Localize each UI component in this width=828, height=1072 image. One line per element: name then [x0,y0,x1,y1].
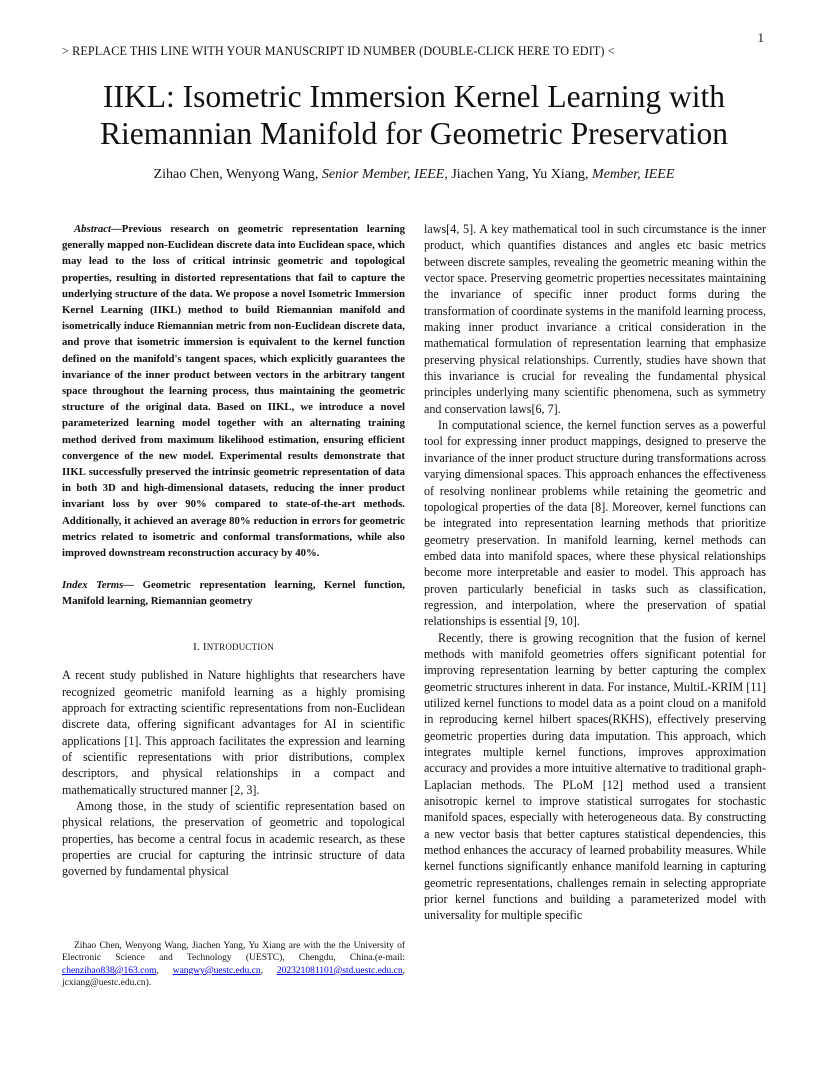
abstract-dash: — [111,223,122,235]
title-line-2: Riemannian Manifold for Geometric Preservation [99,116,729,151]
email-link[interactable]: wangwy@uestc.edu.cn [172,965,261,976]
paragraph: Among those, in the study of scientific representation based on physical relations, the preservation of geometric and topological properties, has become a central focus in academic research, as these properties are crucial for capturing the intrinsic structure of data governed by fundamental physical [62,799,405,879]
abstract [62,221,405,561]
paper-title [40,78,788,152]
author-line [40,167,788,183]
paragraph: laws[4, 5]. A key mathematical tool in such circumstance is the inner product, which quantifies distances and angles etc basic metrics between discrete samples, revealing the geometric meaning within the vector space. Preserving geometric properties necessitates maintaining the invariance of specific inner product forms during the transformation of coordinate systems in the manifold learning process, making inner product invariance a critical consideration in the mathematical formulation of representation learning that emphasize preserving physical relationships. Currently, studies have shown that this invariance is crucial for revealing the fundamental physical principles underlying many scientific phenomena, such as symmetry and conservation laws[6, 7]. [424,222,766,416]
footnote-separator: , [156,965,173,976]
index-terms [62,577,405,609]
abstract-label: Abstract [74,223,112,235]
section-initial: I [202,641,207,654]
paragraph: Recently, there is growing recognition that the fusion of kernel methods with manifold geometries offers significant potential for improving representation learning by better capturing the complex geometric structures inherent in data. For instance, MultiL-KRIM [11] utilized kernel functions to model data as a point cloud on a manifold in reproducing kernel hilbert spaces(RKHS), effectively preserving geometric properties during data imputation. This approach, which integrates multiple kernel functions, improves approximation accuracy and provides a more intuitive alternative to traditional graph-Laplacian methods. The PLoM [12] method used a transient anisotropic kernel to improve statistical surrogates for stochastic manifold spaces, especially with heterogeneous data. By constructing a new vector basis that better captures statistical dependencies, this method enhances the accuracy of learned probability measures. While kernel functions significantly enhance manifold learning in capturing geometric representations, challenges remain in selecting appropriate prior kernel functions and building a parameterized model with universality for multiple specific [424,630,766,923]
email-text: jcxiang@uestc.edu.cn [62,978,146,989]
section-heading-introduction [62,641,405,653]
section-numeral: I. [193,641,203,654]
author-role-2: Member, IEEE [592,167,675,182]
footnote-separator: , [260,965,277,976]
page-number: 1 [757,30,764,45]
footnote-end: ). [145,978,152,989]
email-link[interactable]: chenzihao838@163.com [62,965,157,976]
authors-part-1: Zihao Chen, Wenyong Wang, [153,167,322,182]
paragraph: In computational science, the kernel function serves as a powerful tool for expressing inner product mappings, designed to preserve the invariance of the inner product structure during transformations across varying dimensional spaces. This approach enhances the effectiveness of resolving nonlinear problems while retaining the geometric and topological properties of the data [8]. Moreover, kernel functions can be integrated into representation learning methods that prioritize geometry preservation. In manifold learning, kernel methods can embed data into manifold spaces, where these physical relationships become more interpretable and easier to model. This approach has proven particularly beneficial in tasks such as classification, regression, and interpolation, where the preservation of spatial relationships is essential [9, 10]. [424,418,766,629]
abstract-text: Previous research on geometric representation learning generally mapped non-Euclidean discrete data into Euclidean space, which may lead to the loss of critical intrinsic geometric and topological properties, resulting in distorted representations that fail to capture the underlying structure of the data. We propose a novel Isometric Immersion Kernel Learning (IIKL) method to build Riemannian manifold and isometrically induce Riemannian metric from non-Euclidean discrete data, and prove that isometric immersion is equivalent to the kernel function defined on the manifold's tangent spaces, which explicitly guarantees the invariance of the inner product between vectors in the arbitrary tangent space throughout the learning process, thus maintaining the geometric structure of the original data. Based on IIKL, we introduce a novel parameterized learning model together with an alternating training method derived from maximum likelihood estimation, ensuring efficient convergence of the new model. Experimental results demonstrate that IIKL successfully preserved the intrinsic geometric representation of data in both 3D and high-dimensional datasets, reducing the inner product invariant loss by over 90% compared to state-of-the-art methods. Additionally, it achieved an average 80% reduction in errors for geometric metrics related to isometric and conformal transformations, while also improved downstream reconstruction accuracy by 40%. [62,223,405,560]
index-terms-text: — Geometric representation learning, Kernel function, Manifold learning, Riemannian geometry [62,579,405,608]
paragraph: A recent study published in Nature highlights that researchers have recognized geometric manifold learning as a highly promising approach for extracting scientific representations from non-Euclidean discrete data, offering significant advantages for AI in scientific applications [1]. This approach facilitates the expression and learning of scientific representations with prior distributions, complex descriptors, and physical relationships in a compact and mathematically structured manner [2, 3]. [62,668,405,797]
author-affiliation-footnote [62,940,405,990]
title-line-1: IIKL: Isometric Immersion Kernel Learning with [103,79,725,114]
right-column [424,221,766,924]
authors-part-2: , Jiachen Yang, Yu Xiang, [444,167,592,182]
email-link[interactable]: 202321081101@std.uestc.edu.cn [276,965,403,976]
left-column [62,221,405,880]
running-head: > REPLACE THIS LINE WITH YOUR MANUSCRIPT ID NUMBER (DOUBLE-CLICK HERE TO EDIT) < [62,44,615,58]
index-terms-label: Index Terms [62,579,124,592]
footnote-separator: , [402,965,406,976]
footnote-text: Zihao Chen, Wenyong Wang, Jiachen Yang, Yu Xiang are with the the University of Electronic Science and Technology (UESTC), Chengdu, China.(e-mail: [62,941,405,964]
section-rest: NTRODUCTION [206,642,274,653]
author-role-1: Senior Member, IEEE [321,167,445,182]
